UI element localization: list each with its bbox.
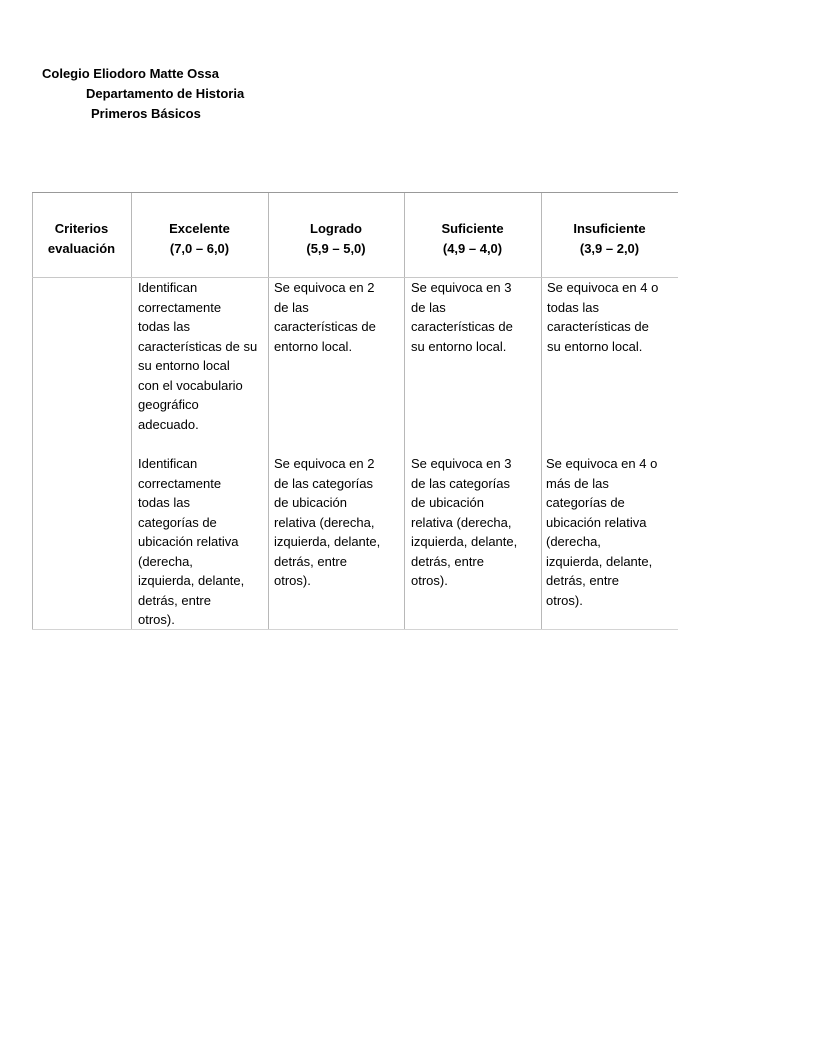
header-suficiente-label: Suficiente xyxy=(441,221,504,236)
suficiente-cell: Se equivoca en 3 de las categorías de ubicación relativa (derecha, izquierda, delante, detrás, entre otros). xyxy=(411,456,518,588)
header-insuficiente-label: Insuficiente xyxy=(573,221,646,236)
header-criterios xyxy=(32,219,131,259)
header-excelente-range: (7,0 – 6,0) xyxy=(169,241,230,256)
header-logrado-label: Logrado xyxy=(310,221,362,236)
header-insuficiente xyxy=(541,219,678,259)
insuficiente-cell: Se equivoca en 4 o más de las categorías de ubicación relativa (derecha, izquierda, delante, detrás, entre otros). xyxy=(546,456,658,608)
header-suficiente xyxy=(404,219,541,259)
header-suficiente-range: (4,9 – 4,0) xyxy=(442,241,503,256)
grade-level: Primeros Básicos xyxy=(91,106,201,121)
excelente-cell: Identifican correctamente todas las características de su su entorno local con el vocabulario geográfico adecuado. xyxy=(138,280,258,432)
header-excelente-label: Excelente xyxy=(169,221,230,236)
table-bottom-border xyxy=(32,629,678,630)
logrado-cell: Se equivoca en 2 de las categorías de ubicación relativa (derecha, izquierda, delante, detrás, entre otros). xyxy=(274,456,381,588)
header-logrado xyxy=(268,219,404,259)
excelente-cell: Identifican correctamente todas las categorías de ubicación relativa (derecha, izquierda, delante, detrás, entre otros). xyxy=(138,456,245,627)
insuficiente-cell: Se equivoca en 4 o todas las características de su entorno local. xyxy=(547,280,659,354)
header-excelente xyxy=(131,219,268,259)
department-name: Departamento de Historia xyxy=(86,86,245,101)
header-criterios-line1: Criterios xyxy=(54,221,109,236)
suficiente-cell: Se equivoca en 3 de las características de su entorno local. xyxy=(411,280,513,354)
header-insuficiente-range: (3,9 – 2,0) xyxy=(579,241,640,256)
header-logrado-range: (5,9 – 5,0) xyxy=(306,241,366,256)
rubric-table xyxy=(32,192,678,630)
logrado-cell: Se equivoca en 2 de las características de entorno local. xyxy=(274,280,376,354)
school-name: Colegio Eliodoro Matte Ossa xyxy=(42,66,219,81)
header-criterios-line2: evaluación xyxy=(47,241,116,256)
